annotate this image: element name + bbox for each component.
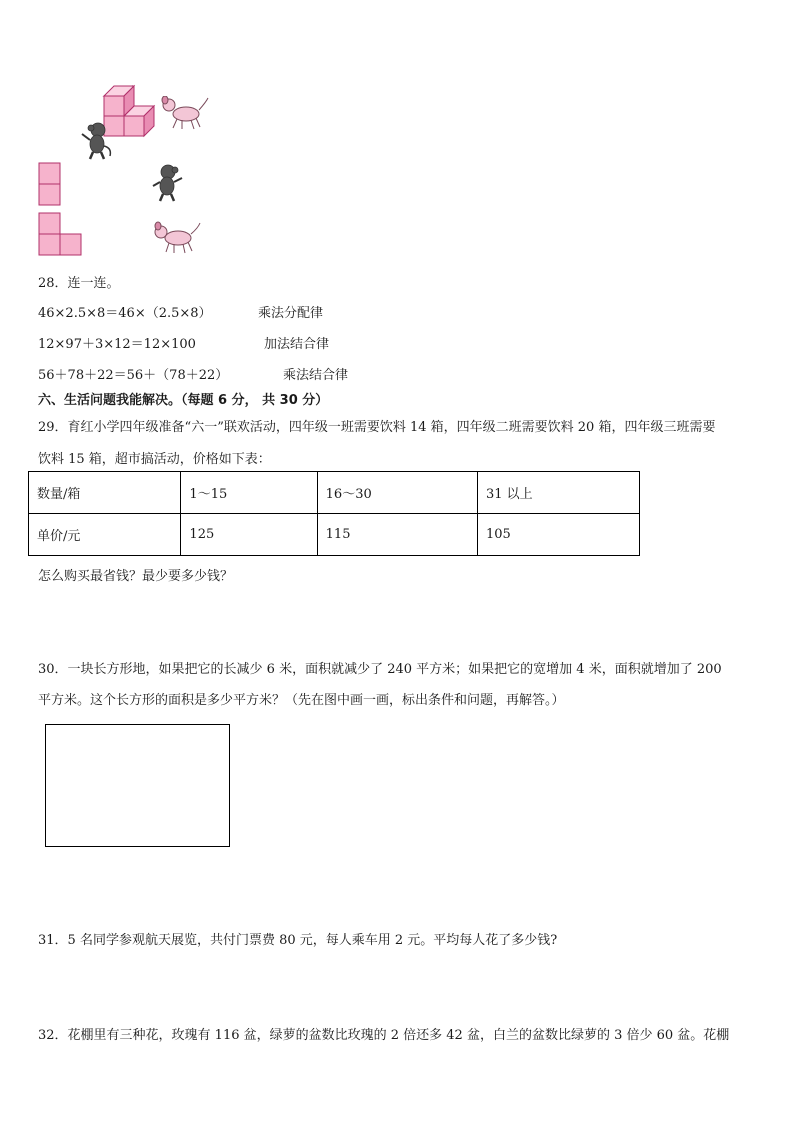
dog-icon (152, 220, 202, 256)
q28-law-3[interactable]: 乘法结合律 (283, 368, 349, 383)
q28-expr-1: 46×2.5×8＝46×（2.5×8） (38, 306, 212, 321)
table-row (29, 514, 640, 556)
table-cell: 数量/箱 (29, 472, 181, 514)
dog-icon (160, 96, 210, 132)
view-l-shape (38, 212, 84, 256)
table-cell: 1～15 (181, 472, 317, 514)
q28-law-2[interactable]: 加法结合律 (264, 337, 330, 352)
q32-text: 32．花棚里有三种花，玫瑰有 116 盆，绿萝的盆数比玫瑰的 2 倍还多 42 盆，白兰的盆数比绿萝的 3 倍少 60 盆。花棚 (38, 1028, 730, 1043)
table-cell: 16～30 (317, 472, 477, 514)
q30-line-1: 30．一块长方形地，如果把它的长减少 6 米，面积就减少了 240 平方米；如果把它的宽增加 4 米，面积就增加了 200 (38, 662, 722, 677)
monkey-icon (150, 162, 186, 202)
q28-expr-2: 12×97＋3×12＝12×100 (38, 337, 196, 352)
q28-expr-3: 56＋78＋22＝56＋（78＋22） (38, 368, 229, 383)
section-6-title: 六、生活问题我能解决。（每题 6 分， 共 30 分） (38, 393, 329, 408)
table-cell: 125 (181, 514, 317, 556)
price-table (28, 471, 640, 556)
monkey-icon (78, 120, 114, 160)
q31-text: 31．5 名同学参观航天展览，共付门票费 80 元，每人乘车用 2 元。平均每人花了多少钱? (38, 933, 558, 948)
q29-question: 怎么购买最省钱？最少要多少钱？ (38, 569, 234, 584)
q29-line-1: 29．育红小学四年级准备“六一”联欢活动，四年级一班需要饮料 14 箱，四年级二班需要饮料 20 箱，四年级三班需要 (38, 420, 716, 435)
q28-law-1[interactable]: 乘法分配律 (258, 306, 324, 321)
table-row (29, 472, 640, 514)
rectangle-drawing-area[interactable] (45, 724, 230, 847)
view-two-squares (38, 162, 62, 206)
q28-title: 28．连一连。 (38, 276, 120, 291)
q30-line-2: 平方米。这个长方形的面积是多少平方米？（先在图中画一画，标出条件和问题，再解答。） (38, 693, 565, 708)
table-cell: 115 (317, 514, 477, 556)
q29-line-2: 饮料 15 箱，超市搞活动，价格如下表： (38, 452, 271, 467)
table-cell: 单价/元 (29, 514, 181, 556)
table-cell: 31 以上 (477, 472, 639, 514)
table-cell: 105 (477, 514, 639, 556)
